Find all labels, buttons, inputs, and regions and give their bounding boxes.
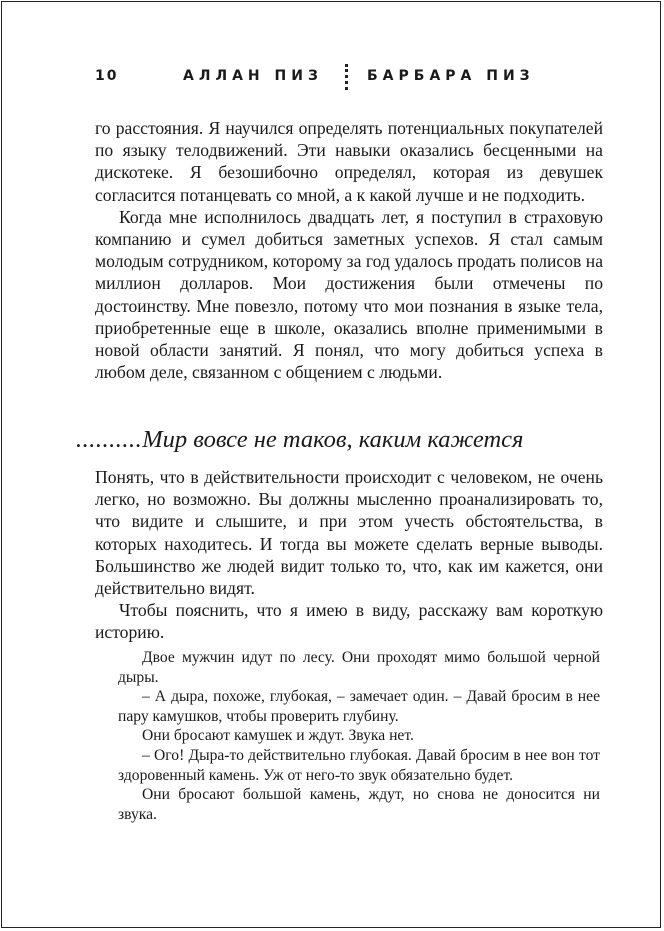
author-name-barbara: БАРБАРА ПИЗ: [367, 68, 535, 84]
header-dotted-divider: [345, 64, 348, 90]
heading-dot-leader: ..........: [76, 426, 143, 453]
author-name-allan: АЛЛАН ПИЗ: [183, 68, 323, 84]
story-paragraph: Они бросают большой камень, ждут, но снова не доносится ни звука.: [118, 786, 600, 823]
running-head: [95, 68, 604, 90]
body-text-section-1: [95, 117, 603, 383]
story-paragraph: Двое мужчин идут по лесу. Они проходят мимо большой черной дыры.: [118, 649, 600, 686]
paragraph: Чтобы пояснить, что я имею в виду, расскажу вам короткую историю.: [95, 600, 603, 643]
page-number: 10: [95, 68, 119, 84]
paragraph: Когда мне исполнилось двадцать лет, я поступил в страховую компанию и сумел добиться заметных успехов. Я стал самым молодым сотрудником, которому за год удалось продать полисов на миллион долларов. Мои достижения были отмечены по достоинству. Мне повезло, потому что мои познания в языке тела, приобретенные еще в школе, оказались вполне применимыми в новой области занятий. Я понял, что могу добиться успеха в любом деле, связанном с общением с людьми.: [95, 206, 603, 383]
paragraph: Понять, что в действительности происходит с человеком, не очень легко, но возможно. Вы должны мысленно проанализировать то, что видите и слышите, и при этом учесть обстоятельства, в которых находитесь. И тогда вы можете сделать верные выводы. Большинство же людей видит только то, что, как им кажется, они действительно видят.: [95, 467, 603, 599]
story-paragraph: – Ого! Дыра-то действительно глубокая. Давай бросим в нее вон тот здоровенный камень. Уж от него-то звук обязательно будет.: [118, 746, 600, 784]
section-heading: [76, 425, 616, 455]
body-text-section-2: [95, 466, 603, 644]
story-excerpt: [118, 648, 600, 824]
paragraph: го расстояния. Я научился определять потенциальных покупателей по языку телодвижений. Эти навыки оказались бесценными на дискотеке. Я безошибочно определял, которая из девушек согласится потанцевать со мной, а к какой лучше и не подходить.: [95, 118, 603, 205]
story-paragraph: Они бросают камушек и ждут. Звука нет.: [142, 727, 414, 745]
story-paragraph: – А дыра, похоже, глубокая, – замечает один. – Давай бросим в нее пару камушков, чтобы проверить глубину.: [118, 688, 600, 725]
heading-title: Мир вовсе не таков, каким кажется: [142, 426, 524, 453]
